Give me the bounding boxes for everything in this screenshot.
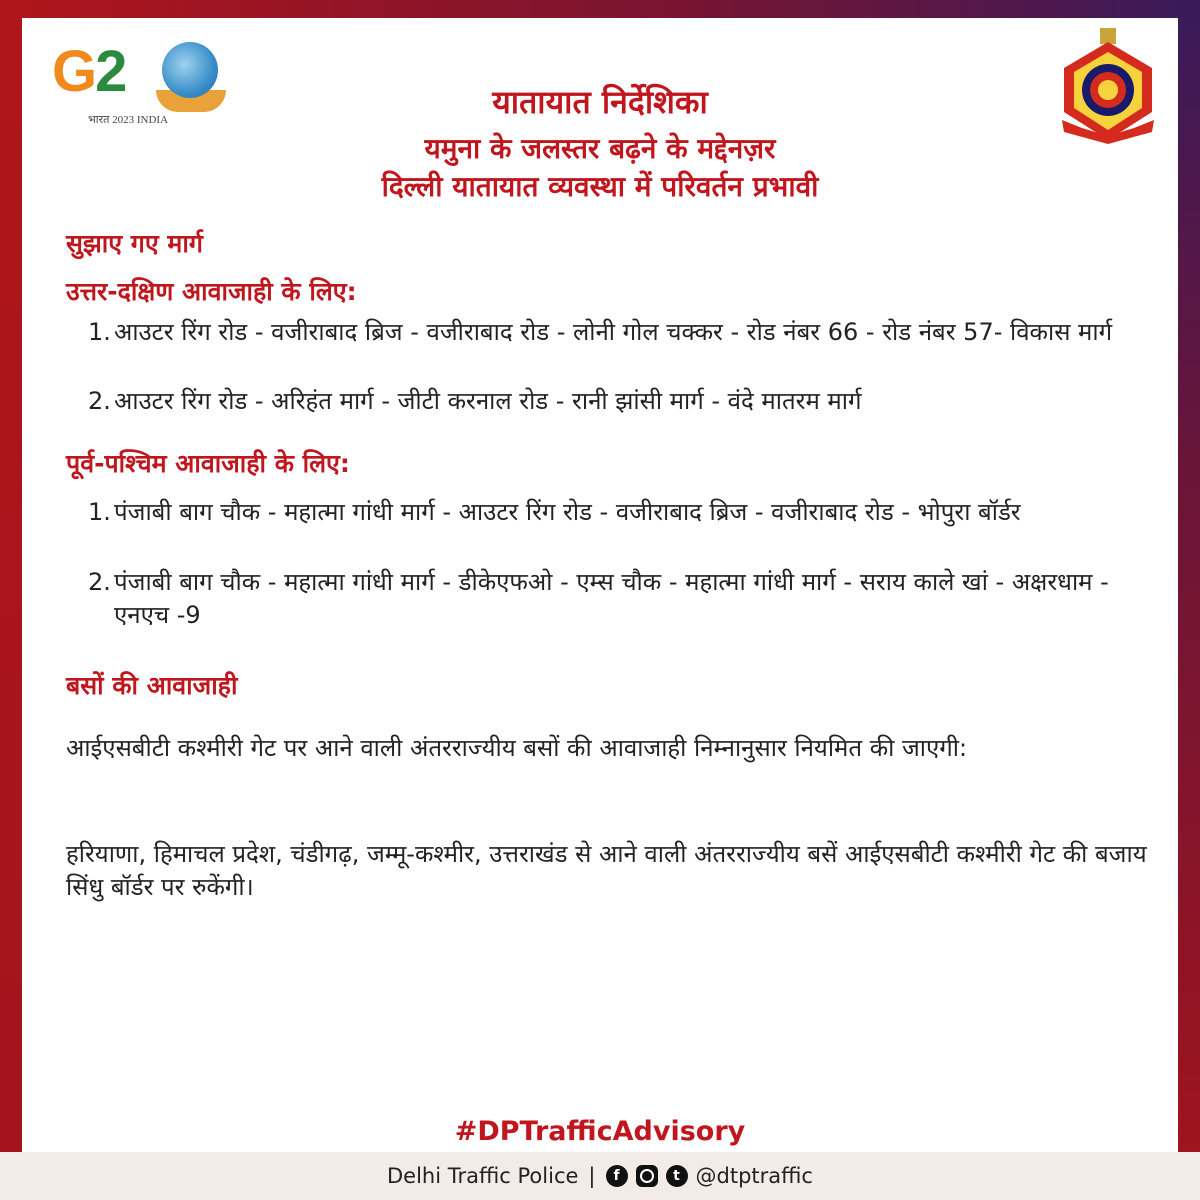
list-number: 1. <box>88 498 111 526</box>
bus-movement-heading: बसों की आवाजाही <box>66 671 238 700</box>
footer-org: Delhi Traffic Police <box>387 1164 579 1188</box>
g20-logo-text: G2 <box>52 39 126 104</box>
subtitle-line-2: दिल्ली यातायात व्यवस्था में परिवर्तन प्रभावी <box>381 170 819 203</box>
footer-bar <box>0 1152 1200 1200</box>
bus-paragraph-1: आईएसबीटी कश्मीरी गेट पर आने वाली अंतरराज्यीय बसों की आवाजाही निम्नानुसार नियमित की जाएगी: <box>66 734 968 762</box>
list-item <box>88 316 1158 349</box>
footer-separator: | <box>588 1164 596 1188</box>
top-border <box>0 0 1200 18</box>
footer-handle[interactable]: @dtptraffic <box>695 1164 813 1188</box>
suggested-routes-heading: सुझाए गए मार्ग <box>66 229 203 258</box>
route-text: आउटर रिंग रोड - अरिहंत मार्ग - जीटी करनाल रोड - रानी झांसी मार्ग - वंदे मातरम मार्ग <box>114 387 862 415</box>
page-title: यातायात निर्देशिका <box>492 83 708 121</box>
subtitle-line-1: यमुना के जलस्तर बढ़ने के मद्देनज़र <box>424 132 776 165</box>
twitter-icon[interactable]: t <box>666 1165 688 1187</box>
east-west-heading: पूर्व-पश्चिम आवाजाही के लिए: <box>66 449 350 478</box>
route-text: आउटर रिंग रोड - वजीराबाद ब्रिज - वजीराबाद रोड - लोनी गोल चक्कर - रोड नंबर 66 - रोड नंबर 57- विकास मार्ग <box>114 318 1113 346</box>
route-text: पंजाबी बाग चौक - महात्मा गांधी मार्ग - आउटर रिंग रोड - वजीराबाद ब्रिज - वजीराबाद रोड - भोपुरा बॉर्डर <box>114 498 1021 526</box>
hashtag: #DPTrafficAdvisory <box>454 1116 746 1147</box>
route-text: पंजाबी बाग चौक - महात्मा गांधी मार्ग - डीकेएफओ - एम्स चौक - महात्मा गांधी मार्ग - सराय काले खां - अक्षरधाम - एनएच -9 <box>114 568 1109 629</box>
list-item <box>88 496 1158 529</box>
g20-tagline: भारत 2023 INDIA <box>88 114 169 126</box>
list-number: 1. <box>88 318 111 346</box>
list-number: 2. <box>88 387 111 415</box>
instagram-icon[interactable] <box>636 1165 658 1187</box>
bus-paragraph-2: हरियाणा, हिमाचल प्रदेश, चंडीगढ़, जम्मू-कश्मीर, उत्तराखंड से आने वाली अंतरराज्यीय बसें आईएसबीटी कश्मीरी गेट की बजाय सिंधु बॉर्डर पर रुकेंगी। <box>66 840 1147 901</box>
page-subtitle <box>0 130 1200 206</box>
north-south-heading: उत्तर-दक्षिण आवाजाही के लिए: <box>66 277 357 306</box>
facebook-icon[interactable]: f <box>606 1165 628 1187</box>
list-number: 2. <box>88 568 111 596</box>
list-item <box>88 566 1158 632</box>
list-item <box>88 385 1158 418</box>
